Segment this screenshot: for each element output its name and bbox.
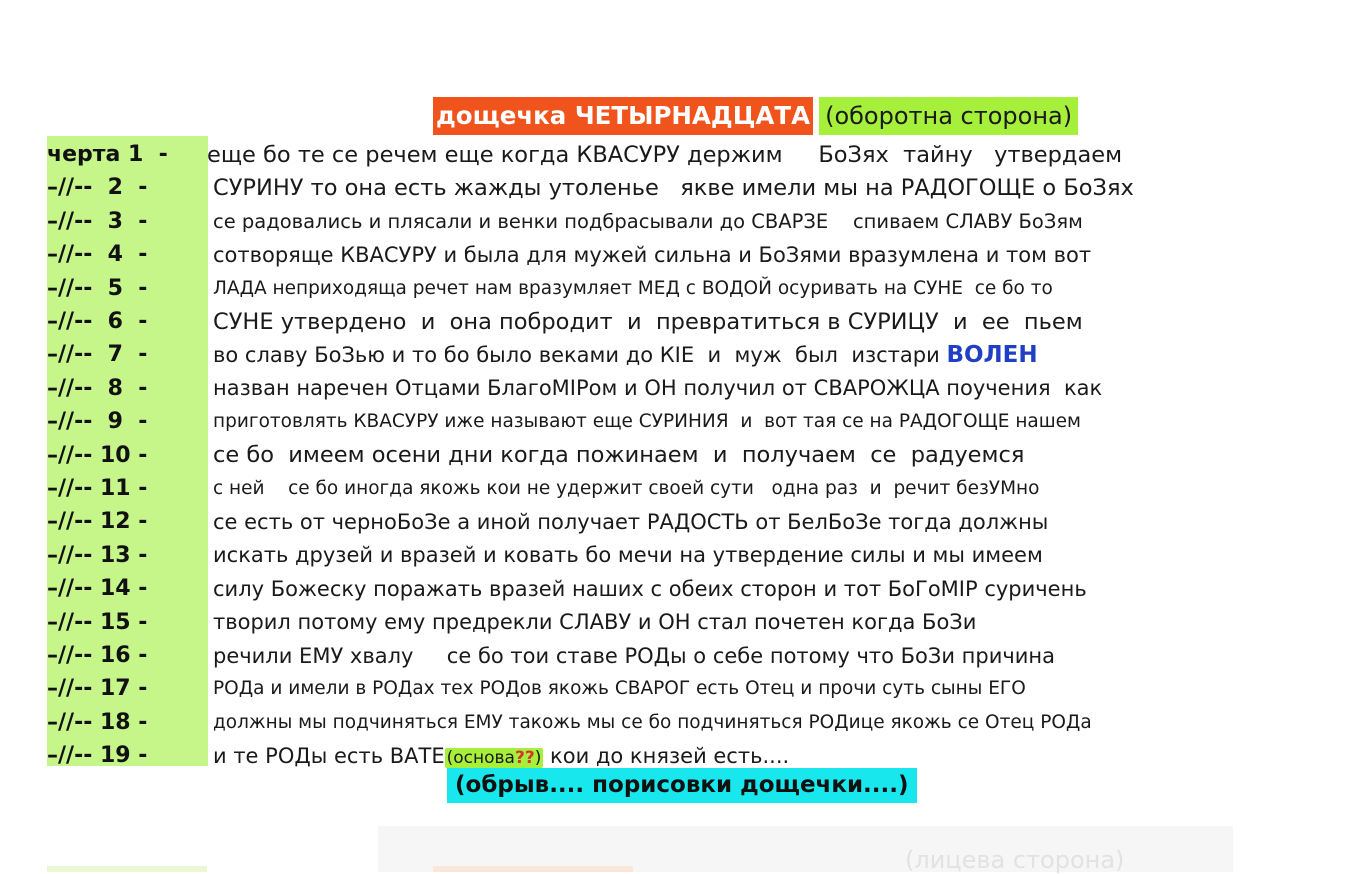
text-line-18	[0, 706, 1350, 739]
line-text: СУРИНУ то она есть жажды утоленье якве имели мы на РАДОГОЩЕ о БоЗях	[213, 174, 1134, 201]
text-line-2	[0, 171, 1350, 204]
text-line-16	[0, 639, 1350, 672]
line-text: искать друзей и вразей и ковать бо мечи на утвердение силы и мы имеем	[213, 543, 1043, 568]
line-label: –//-- 15 -	[47, 609, 148, 635]
faded-caption: (лицева сторона)	[905, 846, 1125, 874]
line-label: –//-- 5 -	[47, 275, 148, 301]
page-title: дощечка ЧЕТЫРНАДЦАТА	[433, 97, 813, 135]
line-label: –//-- 11 -	[47, 476, 148, 501]
line-label: –//-- 2 -	[47, 175, 148, 201]
line-label: –//-- 14 -	[47, 576, 148, 602]
faded-title-strip	[433, 866, 633, 872]
footer-caption: (обрыв.... порисовки дощечки....)	[447, 768, 917, 803]
line-text: с ней се бо иногда якожь кои не удержит своей сути одна раз и речит безУМно	[213, 478, 1040, 499]
line-label: –//-- 12 -	[47, 509, 148, 535]
question-marks: ??	[514, 747, 535, 768]
line-label: –//-- 4 -	[47, 242, 148, 268]
line-text	[213, 342, 1038, 368]
text-line-1	[0, 138, 1350, 171]
text-line-5	[0, 272, 1350, 305]
line-text: се есть от черноБоЗе а иной получает РАДОСТЬ от БелБоЗе тогда должны	[213, 509, 1049, 534]
page-subtitle: (оборотна сторона)	[819, 97, 1078, 135]
title-row	[433, 96, 1078, 136]
line-text	[213, 744, 789, 768]
line-label: –//-- 6 -	[47, 309, 148, 334]
text-line-7	[0, 338, 1350, 371]
line-text: ЛАДА неприходяща речет нам вразумляет МЕД с ВОДОЙ осуривать на СУНЕ се бо то	[213, 277, 1053, 299]
line-text: РОДа и имели в РОДах тех РОДов якожь СВАРОГ есть Отец и прочи суть сыны ЕГО	[213, 678, 1026, 700]
line-text-after: кои до князей есть....	[543, 743, 790, 768]
text-line-6	[0, 305, 1350, 338]
line-label: –//-- 17 -	[47, 676, 148, 702]
line-label: –//-- 8 -	[47, 375, 148, 401]
line-label: черта 1 -	[47, 142, 168, 167]
text-line-11	[0, 472, 1350, 505]
text-line-8	[0, 372, 1350, 405]
line-text-main: во славу БоЗью и то бо было веками до КІЕ и муж был изстари	[213, 342, 947, 367]
text-line-13	[0, 539, 1350, 572]
text-line-10	[0, 439, 1350, 472]
line-label: –//-- 3 -	[47, 208, 148, 234]
faded-label-strip	[47, 866, 207, 872]
note-text: (основа	[446, 747, 515, 768]
line-text: творил потому ему предрекли СЛАВУ и ОН стал почетен когда БоЗи	[213, 610, 977, 635]
line-label: –//-- 9 -	[47, 409, 148, 435]
line-text: приготовлять КВАСУРУ иже называют еще СУРИНИЯ и вот тая се на РАДОГОЩЕ нашем	[213, 411, 1082, 433]
line-text: речили ЕМУ хвалу се бо тои ставе РОДы о себе потому что БоЗи причина	[213, 643, 1056, 668]
line-label: –//-- 19 -	[47, 743, 148, 769]
note-close: )	[534, 747, 542, 768]
line-text: сотворяще КВАСУРУ и была для мужей сильна и БоЗями вразумлена и том вот	[213, 242, 1092, 267]
line-text-main: и те РОДы есть ВАТЕ	[213, 743, 445, 768]
text-line-12	[0, 505, 1350, 538]
text-line-4	[0, 238, 1350, 271]
emphasis-word: ВОЛЕН	[946, 341, 1038, 368]
line-text: СУНЕ утвердено и она побродит и превратиться в СУРИЦУ и ее пьем	[213, 308, 1083, 335]
line-label: –//-- 13 -	[47, 542, 148, 568]
text-line-3	[0, 205, 1350, 238]
line-text: должны мы подчиняться ЕМУ такожь мы се бо подчиняться РОДице якожь се Отец РОДа	[213, 711, 1092, 733]
text-line-17	[0, 672, 1350, 705]
line-text: еще бо те се речем еще когда КВАСУРУ держим БоЗях тайну утвердаем	[207, 141, 1123, 168]
line-label: –//-- 16 -	[47, 643, 148, 668]
line-text: назван наречен Отцами БлагоМІРом и ОН получил от СВАРОЖЦА поучения как	[213, 376, 1103, 401]
text-line-9	[0, 405, 1350, 438]
line-label: –//-- 18 -	[47, 709, 148, 735]
line-text: се радовались и плясали и венки подбрасывали до СВАРЗЕ спиваем СЛАВУ БоЗям	[213, 209, 1083, 233]
line-label: –//-- 7 -	[47, 342, 148, 368]
line-text: силу Божеску поражать вразей наших с обеих сторон и тот БоГоМІР суричень	[213, 576, 1087, 601]
text-line-14	[0, 572, 1350, 605]
line-text: се бо имеем осени дни когда пожинаем и получаем се радуемся	[213, 442, 1025, 469]
line-label: –//-- 10 -	[47, 442, 148, 468]
text-line-15	[0, 606, 1350, 639]
note-badge	[445, 748, 544, 768]
